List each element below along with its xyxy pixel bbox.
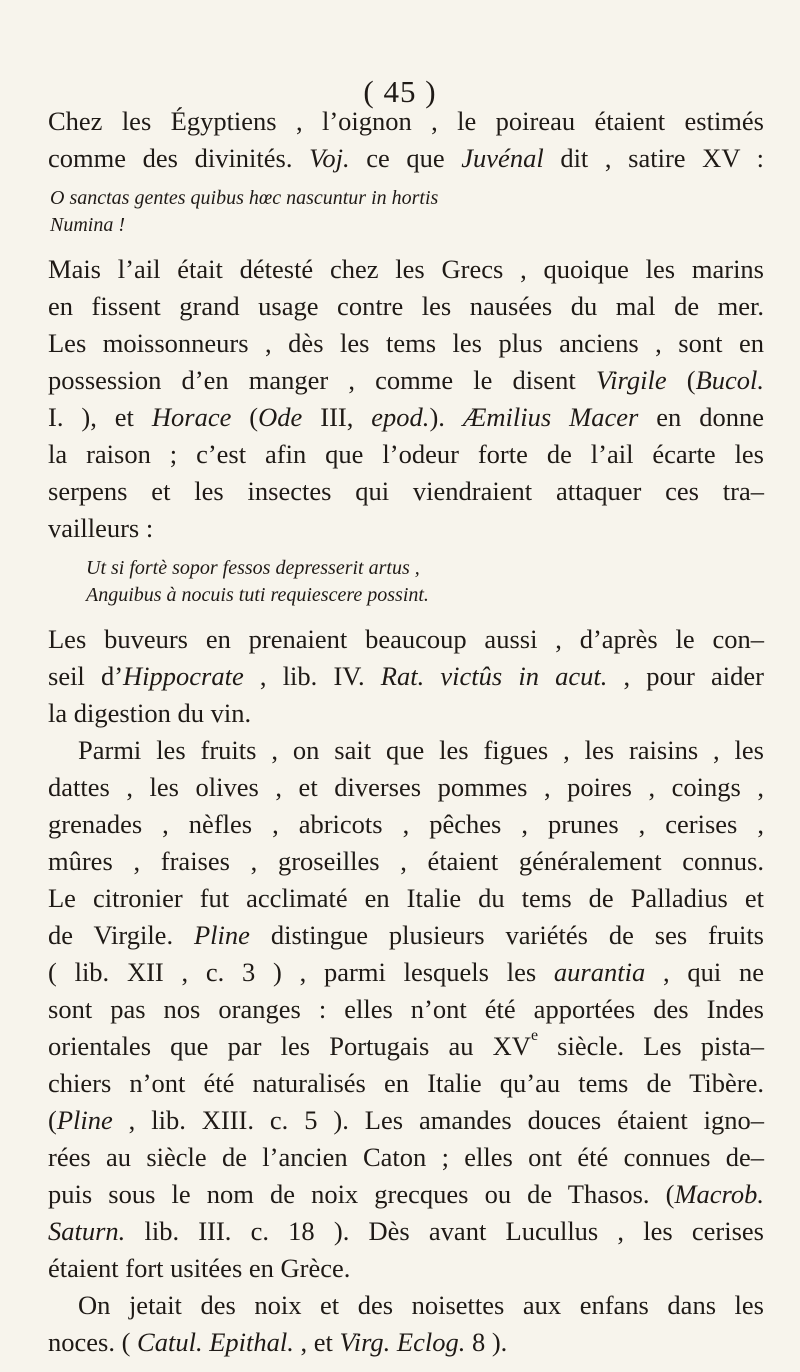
text-line: I. ), et Horace (Ode III, epod.). Æmilius Macer en donne xyxy=(48,402,764,432)
text-line: On jetait des noix et des noisettes aux enfans dans les xyxy=(78,1290,764,1320)
text-line: Mais l’ail était détesté chez les Grecs , quoique les marins xyxy=(48,254,764,284)
text-line: de Virgile. Pline distingue plusieurs variétés de ses fruits xyxy=(48,920,764,950)
page-number: ( 45 ) xyxy=(363,74,437,109)
text-line: sont pas nos oranges : elles n’ont été apportées des Indes xyxy=(48,994,764,1024)
text-line: la digestion du vin. xyxy=(48,698,252,728)
text-line: possession d’en manger , comme le disent Virgile (Bucol. xyxy=(48,365,764,395)
text-line: Le citronier fut acclimaté en Italie du tems de Palladius et xyxy=(48,883,764,913)
text-line: vailleurs : xyxy=(48,513,154,543)
text-line: la raison ; c’est afin que l’odeur forte de l’ail écarte les xyxy=(48,439,764,469)
text-line: chiers n’ont été naturalisés en Italie qu’au tems de Tibère. xyxy=(48,1068,764,1098)
text-line: ( lib. XII , c. 3 ) , parmi lesquels les aurantia , qui ne xyxy=(48,957,765,987)
text-line: mûres , fraises , groseilles , étaient généralement connus. xyxy=(48,846,764,876)
text-line: serpens et les insectes qui viendraient attaquer ces tra– xyxy=(48,476,764,506)
text-line: Les moissonneurs , dès les tems les plus anciens , sont en xyxy=(48,328,764,358)
text-line: Saturn. lib. III. c. 18 ). Dès avant Lucullus , les cerises xyxy=(48,1216,764,1246)
quote-line: Ut si fortè sopor fessos depresserit artus , xyxy=(86,557,420,579)
text-line: en fissent grand usage contre les nausées du mal de mer. xyxy=(48,291,764,321)
text-line: étaient fort usitées en Grèce. xyxy=(48,1253,351,1283)
quote-line: O sanctas gentes quibus hœc nascuntur in hortis xyxy=(50,187,439,209)
text-line: noces. ( Catul. Epithal. , et Virg. Eclog. 8 ). xyxy=(48,1327,508,1357)
text-line: dattes , les olives , et diverses pommes , poires , coings , xyxy=(48,772,764,802)
text-line: orientales que par les Portugais au XVe siècle. Les pista– xyxy=(48,1027,765,1061)
text-line: puis sous le nom de noix grecques ou de Thasos. (Macrob. xyxy=(48,1179,764,1209)
quote-line: Numina ! xyxy=(50,214,125,236)
text-line: rées au siècle de l’ancien Caton ; elles ont été connues de– xyxy=(48,1142,764,1172)
text-line: Chez les Égyptiens , l’oignon , le poireau étaient estimés xyxy=(48,106,764,136)
text-line: grenades , nèfles , abricots , pêches , prunes , cerises , xyxy=(48,809,764,839)
quote-line: Anguibus à nocuis tuti requiescere possint. xyxy=(86,584,429,606)
text-line: comme des divinités. Voj. ce que Juvénal dit , satire XV : xyxy=(48,143,764,173)
text-line: Les buveurs en prenaient beaucoup aussi , d’après le con– xyxy=(48,624,764,654)
page-text xyxy=(48,103,764,1361)
text-line: seil d’Hippocrate , lib. IV. Rat. victûs in acut. , pour aider xyxy=(48,661,764,691)
text-line: (Pline , lib. XIII. c. 5 ). Les amandes douces étaient igno– xyxy=(48,1105,764,1135)
text-line: Parmi les fruits , on sait que les figues , les raisins , les xyxy=(78,735,764,765)
